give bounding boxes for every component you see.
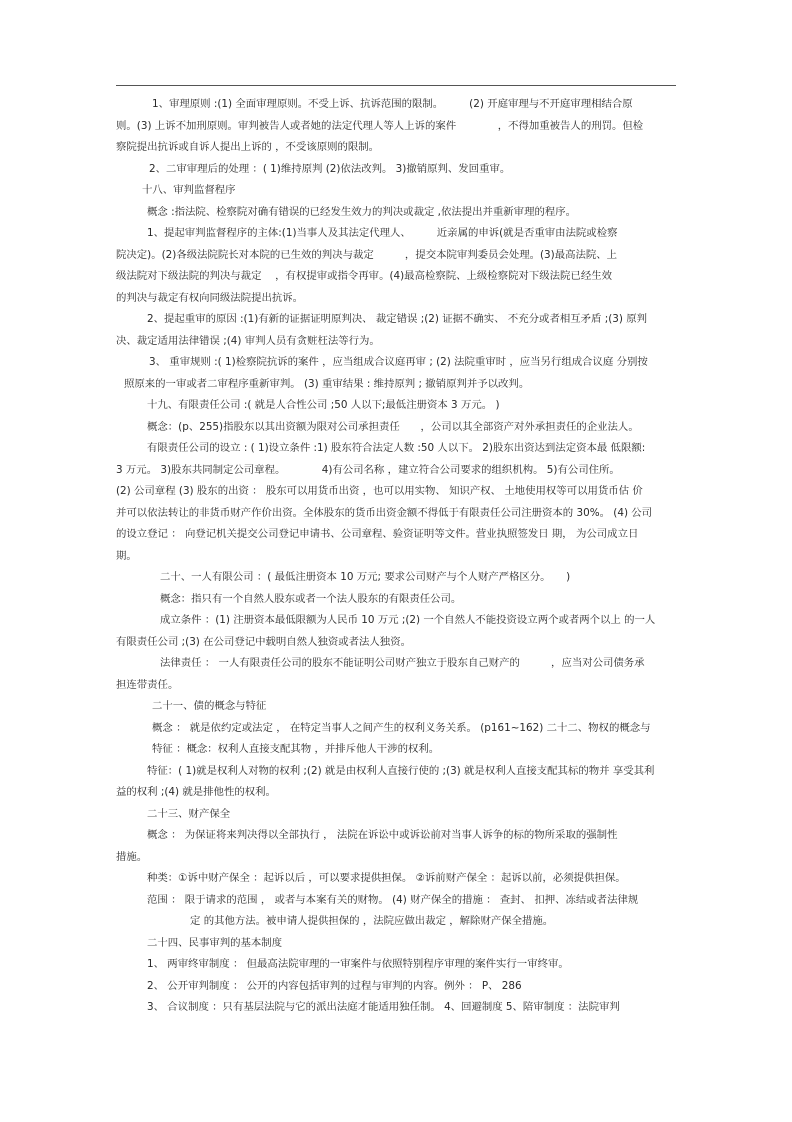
section-heading: 二十一、债的概念与特征 — [152, 700, 267, 712]
text-line: 照原来的一审或者二审程序重新审判。 (3) 重审结果 : 维持原判 ; 撤销原判并予以改判。 — [124, 378, 530, 390]
text-line: 1、 两审终审制度 ： 但最高法院审理的一审案件与依照特别程序审理的案件实行一审终审。 — [147, 958, 569, 970]
text-line: 2、提起重审的原因 :(1)有新的证据证明原判决、 裁定错误 ;(2) 证据不确实、 不充分或者相互矛盾 ;(3) 原判 — [147, 313, 648, 325]
text-line: 成立条件 ：(1) 注册资本最低限额为人民币 10 万元 ;(2) 一个自然人不能投资设立两个或者两个以上 的一人 — [160, 614, 656, 626]
text-line: 3、 重审规则 :( 1)检察院抗诉的案件 ，应当组成合议庭再审 ; (2) 法院重审时 ，应当另行组成合议庭 分别按 — [149, 356, 648, 368]
text-line: 3 万元。 3)股东共同制定公司章程。 4)有公司名称 ，建立符合公司要求的组织机构。 5)有公司住所。 — [116, 464, 620, 476]
text-line: 范围 ： 限于请求的范围 ， 或者与本案有关的财物。 (4) 财产保全的措施 ： 查封、 扣押、冻结或者法律规 — [147, 894, 639, 906]
text-line: 2、二审审理后的处理 ：( 1)维持原判 (2)依法改判。 3)撤销原判、发回重审。 — [149, 163, 511, 175]
text-line: 有限责任公司的设立 : ( 1)设立条件 :1) 股东符合法定人数 :50 人以下。 2)股东出资达到法定资本最 低限额: — [147, 442, 646, 454]
text-line: 概念：指只有一个自然人股东或者一个法人股东的有限责任公司。 — [160, 593, 462, 605]
text-line: 特征：( 1)就是权利人对物的权利 ;(2) 就是由权利人直接行使的 ;(3) 就是权利人直接支配其标的物并 享受其利 — [147, 765, 655, 777]
text-line: 2、 公开审判制度 ： 公开的内容包括审判的过程与审判的内容。例外 ： P、 286 — [147, 980, 522, 992]
text-line: 1、提起审判监督程序的主体:(1)当事人及其法定代理人、 近亲属的申诉(就是否重审由法院或检察 — [147, 227, 618, 239]
section-heading: 二十三、财产保全 — [147, 808, 231, 820]
text-line: 特征 ：概念：权利人直接支配其物 ，并排斥他人干涉的权利。 — [152, 743, 440, 755]
section-heading: 十八、审判监督程序 — [142, 184, 236, 196]
text-line: 担连带责任。 — [116, 679, 179, 691]
text-line: 级法院对下级法院的判决与裁定 ，有权提审或指令再审。(4)最高检察院、上级检察院对下级法院已经生效 — [116, 270, 612, 282]
text-line: 3、 合议制度 ：只有基层法院与它的派出法庭才能适用独任制。 4、回避制度 5、陪审制度 ：法院审判 — [147, 1001, 620, 1013]
text-line: 的设立登记 ： 向登记机关提交公司登记申请书、公司章程、验资证明等文件。营业执照签发日 期， 为公司成立日 — [116, 528, 639, 540]
text-line: (2) 公司章程 (3) 股东的出资 ： 股东可以用货币出资 ，也可以用实物、 知识产权、 土地使用权等可以用货币估 价 — [116, 485, 643, 497]
text-line: 概念 ： 为保证将来判决得以全部执行 ， 法院在诉讼中或诉讼前对当事人诉争的标的物所采取的强制性 — [147, 829, 618, 841]
text-line: 定 的其他方法。被申请人提供担保的 ，法院应做出裁定 ，解除财产保全措施。 — [190, 915, 554, 927]
text-line: 概念：(p、255)指股东以其出资额为限对公司承担责任 ，公司以其全部资产对外承担责任的企业法人。 — [147, 421, 639, 433]
text-line: 察院提出抗诉或自诉人提出上诉的 ，不受该原则的限制。 — [116, 141, 380, 153]
section-heading: 二十四、民事审判的基本制度 — [147, 937, 283, 949]
text-line: 概念 :指法院、检察院对确有错误的已经发生效力的判决或裁定 ,依法提出并重新审理的程序。 — [147, 206, 577, 218]
text-line: 1、审理原则 :(1) 全面审理原则。不受上诉、抗诉范围的限制。 (2) 开庭审理与不开庭审理相结合原 — [152, 98, 633, 110]
text-line: 期。 — [116, 550, 137, 562]
text-line: 益的权利 ;(4) 就是排他性的权利。 — [116, 786, 276, 798]
text-line: 措施。 — [116, 851, 148, 863]
text-line: 决、裁定适用法律错误 ;(4) 审判人员有贪赃枉法等行为。 — [116, 335, 380, 347]
header-rule — [116, 85, 676, 86]
section-heading: 十九、有限责任公司 :( 就是人合性公司 ;50 人以下;最低注册资本 3 万元。 ) — [147, 399, 500, 411]
text-line: 法律责任 ： 一人有限责任公司的股东不能证明公司财产独立于股东自己财产的 ，应当对公司债务承 — [160, 657, 645, 669]
text-line: 的判决与裁定有权向同级法院提出抗诉。 — [116, 292, 304, 304]
text-line: 种类：①诉中财产保全 ：起诉以后 ，可以要求提供担保。 ②诉前财产保全 ：起诉以前，必须提供担保。 — [147, 872, 626, 884]
section-heading: 二十、一人有限公司 ：( 最低注册资本 10 万元; 要求公司财产与个人财产严格区分。 ) — [160, 571, 571, 583]
text-line: 概念 ： 就是依约定或法定 ， 在特定当事人之间产生的权利义务关系。 (p161~162) 二十二、物权的概念与 — [152, 722, 651, 734]
text-line: 有限责任公司 ;(3) 在公司登记中载明自然人独资或者法人独资。 — [116, 636, 411, 648]
text-line: 则。(3) 上诉不加刑原则。审判被告人或者她的法定代理人等人上诉的案件 ，不得加重被告人的刑罚。但检 — [116, 120, 644, 132]
text-line: 并可以依法转让的非货币财产作价出资。全体股东的货币出资金额不得低于有限责任公司注册资本的 30%。 (4) 公司 — [116, 507, 653, 519]
text-line: 院决定)。(2)各级法院院长对本院的已生效的判决与裁定 ，提交本院审判委员会处理。(3)最高法院、上 — [116, 249, 618, 261]
